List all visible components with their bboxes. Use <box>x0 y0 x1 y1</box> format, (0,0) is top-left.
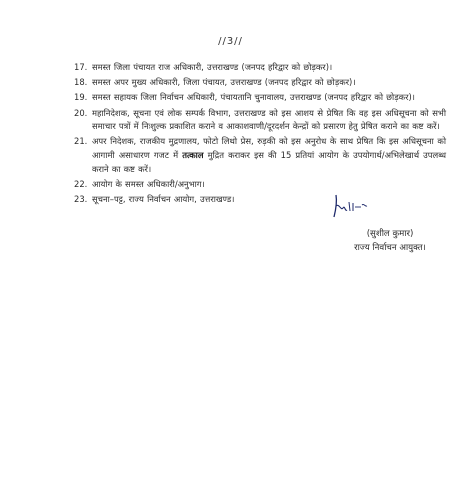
item-text: महानिदेशक, सूचना एवं लोक सम्पर्क विभाग, उत्तराखण्ड को इस आशय से प्रेषित कि वह इस अधिसूचना को सभी समाचार पत्रों में निःशुल्क प्रकाशित कराने व आकाशवाणी/दूरदर्शन केन्द्रों को प्रसारण हेतु प्रेषित कराने का कष्ट करें। <box>92 107 446 132</box>
item-number: 19. <box>74 92 88 103</box>
item-text <box>92 135 446 176</box>
handwritten-signature <box>330 193 380 219</box>
item-number: 21. <box>74 136 88 147</box>
item-text: आयोग के समस्त अधिकारी/अनुभाग। <box>92 178 205 189</box>
item-text-part: मुद्रित कराकर इस की 15 प्रतियां आयोग के उपयोगार्थ/अभिलेखार्थ उपलब्ध कराने का कष्ट करें। <box>92 149 446 174</box>
list-item <box>74 178 446 192</box>
item-text-part: अपर निदेशक, राजकीय मुद्रणालय, फोटो लिथो प्रेस, रुड़की को इस अनुरोध के साथ प्रेषित कि इस अधिसूचना को आगामी असाधारण गजट में <box>92 136 446 160</box>
item-text: सूचना–पट्ट, राज्य निर्वाचन आयोग, उत्तराखण्ड। <box>92 193 235 204</box>
item-text: समस्त जिला पंचायत राज अधिकारी, उत्तराखण्ड (जनपद हरिद्वार को छोड़कर)। <box>92 62 333 72</box>
signatory-designation: राज्य निर्वाचन आयुक्त। <box>354 242 426 253</box>
list-item <box>74 135 446 176</box>
list-item <box>74 61 446 75</box>
item-number: 18. <box>74 77 88 88</box>
signature-block <box>335 228 445 256</box>
item-number: 17. <box>74 62 88 72</box>
list-item <box>74 193 446 207</box>
item-text: समस्त अपर मुख्य अधिकारी, जिला पंचायत, उत्तराखण्ड (जनपद हरिद्वार को छोड़कर)। <box>92 77 356 88</box>
item-text: समस्त सहायक जिला निर्वाचन अधिकारी, पंचायतानि चुनावालय, उत्तराखण्ड (जनपद हरिद्वार को छोड़कर)। <box>92 92 415 103</box>
distribution-list <box>74 61 446 208</box>
list-item <box>74 91 446 105</box>
item-number: 20. <box>74 107 88 118</box>
page-number: //3// <box>218 36 243 47</box>
signatory-name: (सुशील कुमार) <box>366 229 414 239</box>
item-number: 23. <box>74 193 88 204</box>
list-item <box>74 76 446 90</box>
emphasis-text: तत्काल <box>182 149 204 160</box>
item-number: 22. <box>74 178 88 189</box>
list-item <box>74 107 446 134</box>
